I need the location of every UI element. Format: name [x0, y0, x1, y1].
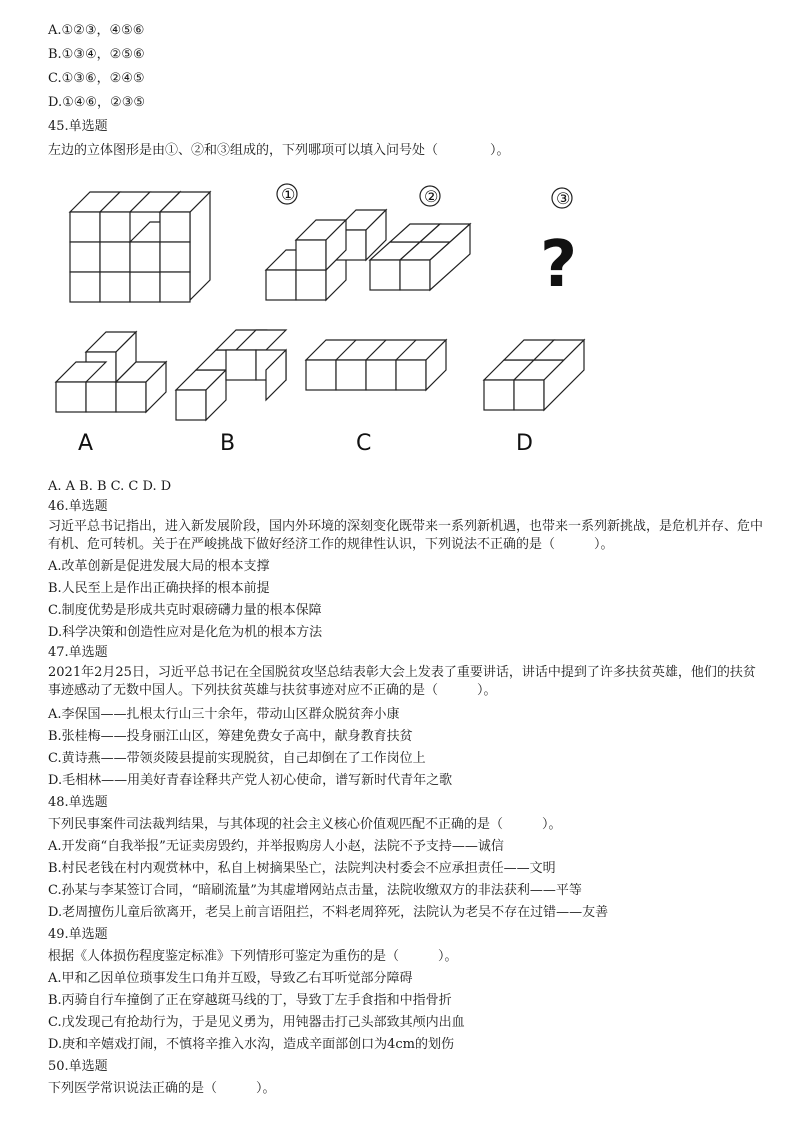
piece-1-label: ①	[281, 185, 296, 204]
q46-stem: 习近平总书记指出，进入新发展阶段，国内外环境的深刻变化既带来一系列新机遇，也带来一系列新挑战，是危机并存、危中有机、危可转机。关于在严峻挑战下做好经济工作的规律性认识，下列说法不正确的是（ ）。	[48, 519, 764, 552]
question-mark: ?	[540, 228, 578, 302]
q44-option-d: D.①④⑥，②③⑤	[48, 95, 146, 110]
q48-option-d: D.老周擅伤儿童后欲离开，老吴上前言语阻拦，不料老周猝死，法院认为老吴不存在过错——友善	[48, 905, 609, 920]
q46-option-b: B.人民至上是作出正确抉择的根本前提	[48, 581, 270, 596]
q50-stem: 下列医学常识说法正确的是（ ）。	[48, 1081, 276, 1096]
q47-option-b: B.张桂梅——投身丽江山区，筹建免费女子高中，献身教育扶贫	[48, 729, 413, 744]
q46-option-c: C.制度优势是形成共克时艰磅礴力量的根本保障	[48, 603, 322, 618]
q48-option-c: C.孙某与李某签订合同，“暗刷流量”为其虚增网站点击量，法院收缴双方的非法获利——平等	[48, 883, 582, 898]
q44-option-c: C.①③⑥，②④⑤	[48, 71, 145, 86]
q48-stem: 下列民事案件司法裁判结果，与其体现的社会主义核心价值观匹配不正确的是（ ）。	[48, 817, 562, 832]
q47-stem: 2021年2月25日，习近平总书记在全国脱贫攻坚总结表彰大会上发表了重要讲话，讲话中提到了许多扶贫英雄，他们的扶贫事迹感动了无数中国人。下列扶贫英雄与扶贫事迹对应不正确的是（ ）。	[48, 665, 756, 698]
q45-options: A. A B. B C. C D. D	[48, 479, 172, 494]
q45-figure	[48, 180, 768, 480]
q45-stem: 左边的立体图形是由①、②和③组成的，下列哪项可以填入问号处（ ）。	[48, 143, 510, 158]
q47-number: 47.单选题	[48, 645, 108, 660]
q44-option-b: B.①③④，②⑤⑥	[48, 47, 145, 62]
option-a-shape	[56, 332, 166, 456]
q45-number: 45.单选题	[48, 119, 108, 134]
q49-option-d: D.庚和辛嬉戏打闹，不慎将辛推入水沟，造成辛面部创口为4cm的划伤	[48, 1037, 454, 1052]
q46-option-d: D.科学决策和创造性应对是化危为机的根本方法	[48, 625, 323, 640]
piece-3-unknown	[540, 188, 577, 302]
cube-diagram	[48, 180, 768, 480]
option-d-shape	[484, 340, 584, 456]
option-c-shape	[306, 340, 446, 456]
q49-option-a: A.甲和乙因单位琐事发生口角并互殴，导致乙右耳听觉部分障碍	[48, 971, 413, 986]
q49-option-c: C.戊发现己有抢劫行为，于是见义勇为，用钝器击打己头部致其颅内出血	[48, 1015, 465, 1030]
option-a-label: A	[78, 431, 94, 456]
q48-option-b: B.村民老钱在村内观赏林中，私自上树摘果坠亡，法院判决村委会不应承担责任——文明	[48, 861, 556, 876]
option-d-label: D	[516, 431, 533, 456]
option-c-label: C	[356, 431, 372, 456]
piece-2-label: ②	[424, 187, 439, 206]
q49-option-b: B.丙骑自行车撞倒了正在穿越斑马线的丁，导致丁左手食指和中指骨折	[48, 993, 452, 1008]
piece-1-shape	[266, 184, 386, 300]
q49-stem: 根据《人体损伤程度鉴定标准》下列情形可鉴定为重伤的是（ ）。	[48, 949, 458, 964]
q47-option-d: D.毛相林——用美好青春诠释共产党人初心使命，谱写新时代青年之歌	[48, 773, 453, 788]
composite-shape	[70, 192, 210, 302]
piece-3-label: ③	[556, 189, 571, 208]
q46-number: 46.单选题	[48, 499, 108, 514]
q48-option-a: A.开发商“自我举报”无证卖房毁约，并举报购房人小赵，法院不予支持——诚信	[48, 839, 504, 854]
q44-option-a: A.①②③，④⑤⑥	[48, 23, 145, 38]
q49-number: 49.单选题	[48, 927, 108, 942]
option-b-shape	[176, 330, 286, 456]
option-b-label: B	[220, 431, 236, 456]
q48-number: 48.单选题	[48, 795, 108, 810]
q46-option-a: A.改革创新是促进发展大局的根本支撑	[48, 559, 270, 574]
q47-option-c: C.黄诗燕——带领炎陵县提前实现脱贫，自己却倒在了工作岗位上	[48, 751, 426, 766]
q47-option-a: A.李保国——扎根太行山三十余年，带动山区群众脱贫奔小康	[48, 707, 400, 722]
q50-number: 50.单选题	[48, 1059, 108, 1074]
